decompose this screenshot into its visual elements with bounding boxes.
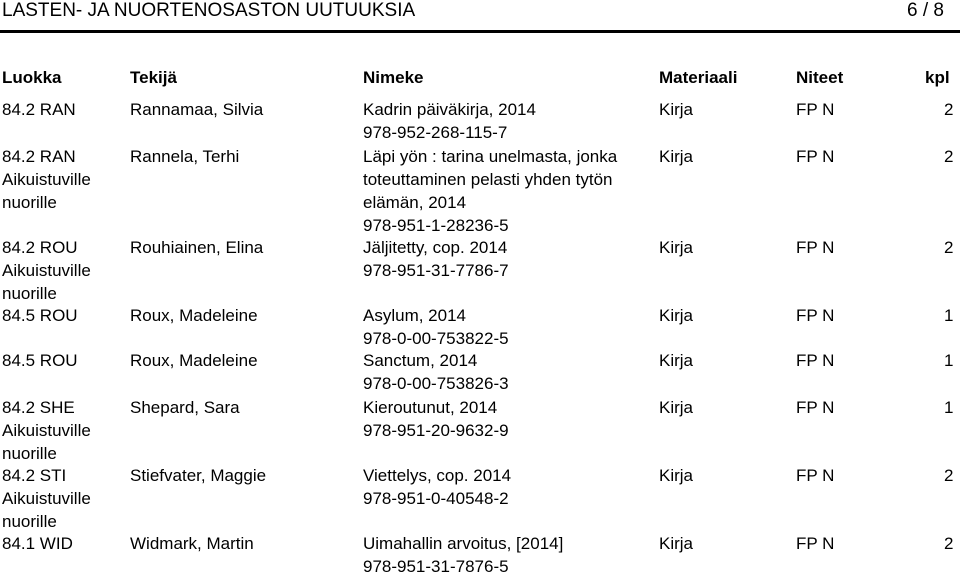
title-cell-line: Viettelys, cop. 2014 [363,466,512,485]
class-cell [2,349,78,372]
material-cell: Kirja [659,147,694,166]
column-header-class: Luokka [2,68,62,87]
column-header-title: Nimeke [363,68,424,87]
title-cell-line: Kieroutunut, 2014 [363,398,498,417]
title-cell-line: 978-951-1-28236-5 [363,216,509,235]
qty-cell: 2 [944,238,954,257]
material-cell: Kirja [659,100,694,119]
title-cell [363,532,563,578]
material-cell: Kirja [659,351,694,370]
qty-cell: 2 [944,100,954,119]
column-header-notes: Niteet [796,68,844,87]
class-cell-line: nuorille [2,284,57,303]
column-header-material: Materiaali [659,68,738,87]
title-cell-line: Kadrin päiväkirja, 2014 [363,100,536,119]
author-cell: Roux, Madeleine [130,306,258,325]
qty-cell: 1 [944,398,954,417]
title-cell-line: elämän, 2014 [363,193,467,212]
class-cell-line: nuorille [2,193,57,212]
class-cell [2,145,91,214]
qty-cell: 2 [944,466,954,485]
author-cell: Shepard, Sara [130,398,240,417]
class-cell [2,304,78,327]
class-cell-line: nuorille [2,512,57,531]
class-cell-line: nuorille [2,444,57,463]
title-cell-line: Läpi yön : tarina unelmasta, jonka [363,147,618,166]
page-number: 6 / 8 [907,0,944,21]
column-header-author: Tekijä [130,68,177,87]
class-cell [2,236,91,305]
class-cell-line: 84.2 SHE [2,398,75,417]
class-cell-line: 84.2 RAN [2,147,76,166]
title-cell [363,236,509,282]
material-cell: Kirja [659,534,694,553]
notes-cell: FP N [796,398,835,417]
page-header [2,0,958,22]
class-cell [2,532,73,555]
title-cell-line: 978-0-00-753822-5 [363,329,509,348]
class-cell-line: 84.2 STI [2,466,67,485]
author-cell: Stiefvater, Maggie [130,466,267,485]
title-cell [363,396,509,442]
class-cell [2,396,91,465]
title-cell [363,98,536,144]
author-cell: Roux, Madeleine [130,351,258,370]
notes-cell: FP N [796,351,835,370]
title-cell-line: 978-951-20-9632-9 [363,421,509,440]
notes-cell: FP N [796,238,835,257]
qty-cell: 1 [944,306,954,325]
material-cell: Kirja [659,306,694,325]
class-cell-line: Aikuistuville [2,421,91,440]
notes-cell: FP N [796,100,835,119]
class-cell [2,98,76,121]
title-cell [363,464,511,510]
class-cell-line: 84.5 ROU [2,306,78,325]
document-title: LASTEN- JA NUORTENOSASTON UUTUUKSIA [2,0,416,21]
header-rule [0,30,960,33]
title-cell [363,304,509,350]
class-cell-line: 84.2 RAN [2,100,76,119]
title-cell-line: 978-951-0-40548-2 [363,489,509,508]
notes-cell: FP N [796,466,835,485]
title-cell-line: 978-951-31-7876-5 [363,557,509,576]
title-cell [363,349,509,395]
author-cell: Rannamaa, Silvia [130,100,264,119]
author-cell: Rouhiainen, Elina [130,238,264,257]
qty-cell: 2 [944,534,954,553]
material-cell: Kirja [659,398,694,417]
class-cell-line: 84.1 WID [2,534,73,553]
column-header-qty: kpl [925,68,950,87]
notes-cell: FP N [796,306,835,325]
title-cell-line: Sanctum, 2014 [363,351,478,370]
class-cell-line: 84.2 ROU [2,238,78,257]
class-cell-line: Aikuistuville [2,489,91,508]
title-cell-line: Uimahallin arvoitus, [2014] [363,534,564,553]
author-cell: Widmark, Martin [130,534,254,553]
title-cell-line: Asylum, 2014 [363,306,466,325]
author-cell: Rannela, Terhi [130,147,240,166]
title-cell [363,145,617,237]
column-headers [0,68,960,90]
title-cell-line: Jäljitetty, cop. 2014 [363,238,508,257]
class-cell [2,464,91,533]
qty-cell: 2 [944,147,954,166]
title-cell-line: 978-951-31-7786-7 [363,261,509,280]
material-cell: Kirja [659,466,694,485]
class-cell-line: 84.5 ROU [2,351,78,370]
title-cell-line: toteuttaminen pelasti yhden tytön [363,170,613,189]
title-cell-line: 978-952-268-115-7 [363,123,508,142]
title-cell-line: 978-0-00-753826-3 [363,374,509,393]
qty-cell: 1 [944,351,954,370]
notes-cell: FP N [796,147,835,166]
class-cell-line: Aikuistuville [2,170,91,189]
class-cell-line: Aikuistuville [2,261,91,280]
notes-cell: FP N [796,534,835,553]
material-cell: Kirja [659,238,694,257]
